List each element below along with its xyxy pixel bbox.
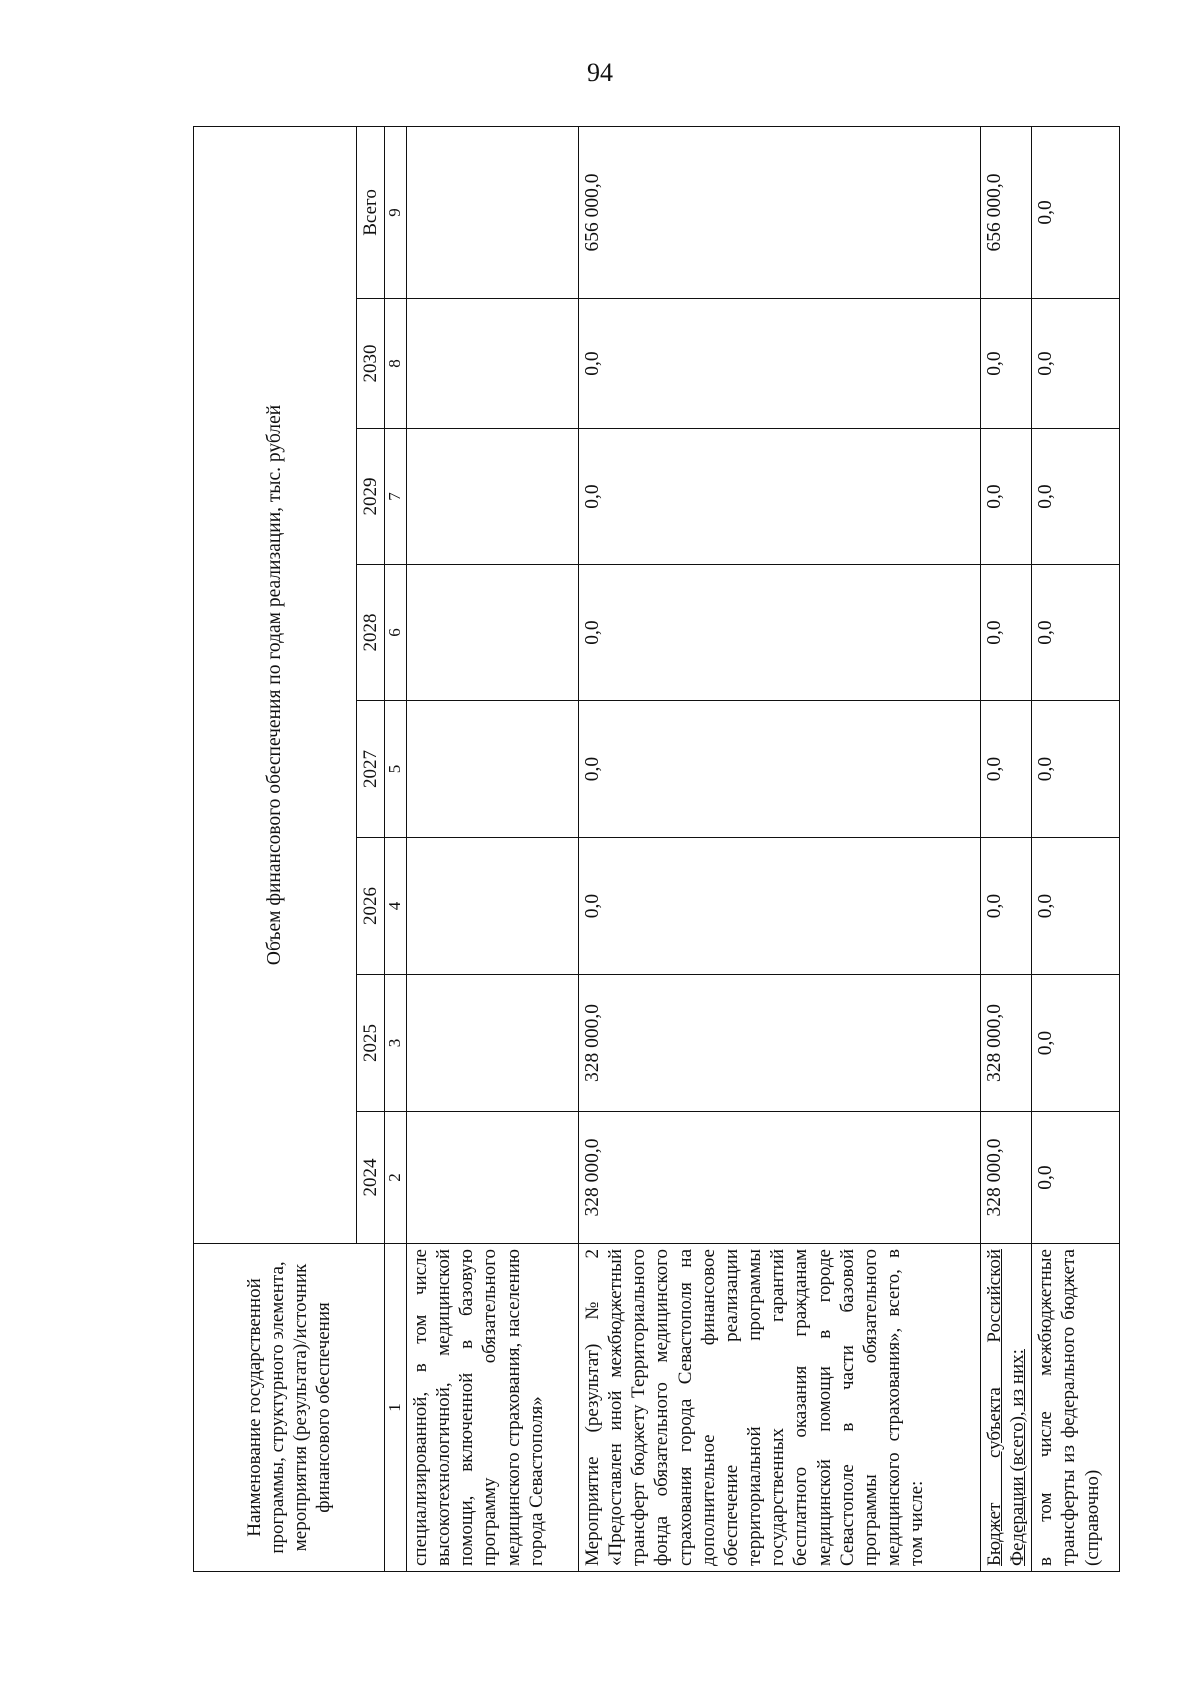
header-year: 2028 xyxy=(357,565,385,701)
value-cell: 0,0 xyxy=(578,701,980,838)
column-number: 7 xyxy=(385,429,407,565)
header-year: 2029 xyxy=(357,429,385,565)
column-number: 9 xyxy=(385,126,407,298)
column-number: 2 xyxy=(385,1112,407,1244)
header-year: 2024 xyxy=(357,1112,385,1244)
table-row xyxy=(578,126,980,1571)
value-cell xyxy=(406,429,578,565)
row-name: специализированной, в том числе высокотехнологичной, медицинской помощи, включенной в базовую программу обязательного медицинского страхования, населению города Севастополя» xyxy=(406,1244,578,1572)
value-cell xyxy=(406,1112,578,1244)
value-cell: 0,0 xyxy=(1032,565,1120,701)
value-cell: 0,0 xyxy=(980,565,1031,701)
table-row xyxy=(406,126,578,1571)
column-number: 4 xyxy=(385,838,407,975)
value-cell: 328 000,0 xyxy=(578,1112,980,1244)
header-year: 2027 xyxy=(357,701,385,838)
row-name: Мероприятие (результат) № 2 «Предоставлен иной межбюджетный трансферт бюджету Территориального фонда обязательного медицинского страхования города Севастополя на дополнительное финансовое обеспечение реализации территориальной программы государственных гарантий бесплатного оказания гражданам медицинской помощи в городе Севастополе в части базовой программы обязательного медицинского страхования», всего, в том числе: xyxy=(578,1244,980,1572)
value-cell: 0,0 xyxy=(578,838,980,975)
column-number: 6 xyxy=(385,565,407,701)
value-cell: 0,0 xyxy=(1032,701,1120,838)
header-year: 2030 xyxy=(357,299,385,429)
value-cell: 0,0 xyxy=(980,701,1031,838)
value-cell: 328 000,0 xyxy=(980,975,1031,1112)
value-cell: 328 000,0 xyxy=(578,975,980,1112)
value-cell: 0,0 xyxy=(980,429,1031,565)
header-group-title: Объем финансового обеспечения по годам реализации, тыс. рублей xyxy=(194,126,357,1243)
value-cell xyxy=(406,701,578,838)
column-number: 5 xyxy=(385,701,407,838)
row-name: Бюджет субъекта Российской Федерации (всего), из них: xyxy=(980,1244,1031,1572)
value-cell: 0,0 xyxy=(980,838,1031,975)
rotated-table-container xyxy=(193,127,1110,1572)
value-cell: 328 000,0 xyxy=(980,1112,1031,1244)
column-number: 8 xyxy=(385,299,407,429)
row-name: в том числе межбюджетные трансферты из федерального бюджета (справочно) xyxy=(1032,1244,1120,1572)
value-cell: 0,0 xyxy=(578,565,980,701)
value-cell xyxy=(406,299,578,429)
value-cell: 0,0 xyxy=(1032,299,1120,429)
value-cell: 656 000,0 xyxy=(578,126,980,298)
value-cell: 0,0 xyxy=(1032,975,1120,1112)
value-cell: 656 000,0 xyxy=(980,126,1031,298)
value-cell: 0,0 xyxy=(578,299,980,429)
header-year: 2025 xyxy=(357,975,385,1112)
column-number: 1 xyxy=(385,1244,407,1572)
header-name-column: Наименование государственной программы, структурного элемента, мероприятия (результата)/источник финансового обеспечения xyxy=(194,1244,385,1572)
value-cell: 0,0 xyxy=(1032,126,1120,298)
column-number: 3 xyxy=(385,975,407,1112)
table-row xyxy=(980,126,1031,1571)
header-total: Всего xyxy=(357,126,385,298)
value-cell: 0,0 xyxy=(1032,429,1120,565)
table-row xyxy=(1032,126,1120,1571)
value-cell: 0,0 xyxy=(1032,838,1120,975)
value-cell: 0,0 xyxy=(1032,1112,1120,1244)
header-year: 2026 xyxy=(357,838,385,975)
value-cell xyxy=(406,565,578,701)
value-cell: 0,0 xyxy=(980,299,1031,429)
financing-table xyxy=(193,126,1120,1572)
value-cell xyxy=(406,975,578,1112)
value-cell xyxy=(406,126,578,298)
value-cell: 0,0 xyxy=(578,429,980,565)
value-cell xyxy=(406,838,578,975)
page-number: 94 xyxy=(587,58,613,87)
